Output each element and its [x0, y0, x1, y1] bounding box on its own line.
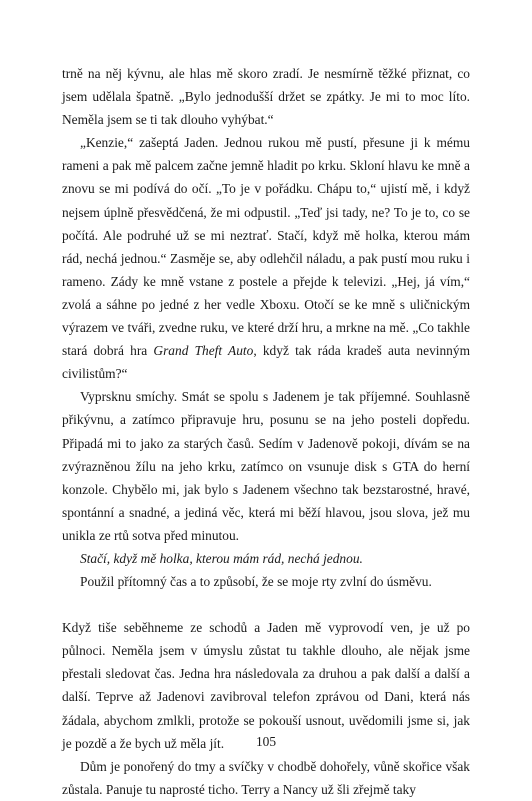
paragraph: Když tiše seběhneme ze schodů a Jaden mě vyprovodí ven, je už po půlnoci. Neměla jsem v úmyslu zůstat tu takhle dlouho, ale nějak jsme přestali sledovat čas. Jedna hra následovala za druhou a pak další a další a další. Teprve až Jadenovi zavibroval telefon zprávou od Dani, která nás žádala, abychom zmlkli, protože se pokouší usnout, uvědomili jsme si, jak je pozdě a že bych už měla jít.	[62, 620, 470, 751]
paragraph	[62, 131, 470, 385]
page-number: 105	[255, 734, 277, 749]
text-span: „Kenzie,“ zašeptá Jaden. Jednou rukou mě pustí, přesune ji k mému rameni a pak mě palcem začne jemně hladit po krku. Skloní hlavu ke mně a znovu se mi podívá do očí. „To je v pořádku. Chápu to,“ ujistí mě, i když nejsem úplně přesvědčená, že mi odpustil. „Teď jsi tady, ne? To je to, co se počítá. Ale podruhé už se mi neztrať. Stačí, když mě holka, kterou mám rád, nechá jednou.“ Zasměje se, aby odlehčil náladu, a pak pustí mou ruku i rameno. Zády ke mně vstane z postele a přejde k televizi. „Hej, já vím,“ zvolá a sáhne po jedné z her vedle Xboxu. Otočí se ke mně s uličnickým výrazem ve tváři, zvedne ruku, ve které drží hru, a mrkne na mě. „Co takhle stará dobrá hra	[62, 135, 470, 359]
body-text	[62, 62, 470, 801]
italic-quote: Stačí, když mě holka, kterou mám rád, nechá jednou.	[80, 550, 363, 566]
paragraph: Dům je ponořený do tmy a svíčky v chodbě dohořely, vůně skořice však zůstala. Panuje tu naprosté ticho. Terry a Nancy už šli zřejmě taky	[62, 758, 470, 797]
section-break	[62, 593, 470, 616]
text-span: , když tak ráda kradeš auta nevinným civilistům?“	[62, 343, 470, 382]
italic-title: Grand Theft Auto	[153, 343, 254, 359]
paragraph: Použil přítomný čas a to způsobí, že se moje rty zvlní do úsměvu.	[80, 574, 432, 590]
paragraph: Vyprsknu smíchy. Smát se spolu s Jadenem je tak příjemné. Souhlasně přikývnu, a zatímco připravuje hru, posunu se na jeho posteli dopředu. Připadá mi to jako za starých časů. Sedím v Jadenově pokoji, dívám se na zvýrazněnou žílu na jeho krku, zatímco on vsunuje disk s GTA do herní konzole. Chybělo mi, jak bylo s Jadenem všechno tak bezstarostné, hravé, spontánní a snadné, a jediná věc, která mi běží hlavou, jsou slova, jež mu unikla ze rtů sotva před minutou.	[62, 389, 470, 543]
paragraph: trně na něj kývnu, ale hlas mě skoro zradí. Je nesmírně těžké přiznat, co jsem udělala špatně. „Bylo jednodušší držet se zpátky. Je mi to moc líto. Neměla jsem se ti tak dlouho vyhýbat.“	[62, 66, 470, 128]
